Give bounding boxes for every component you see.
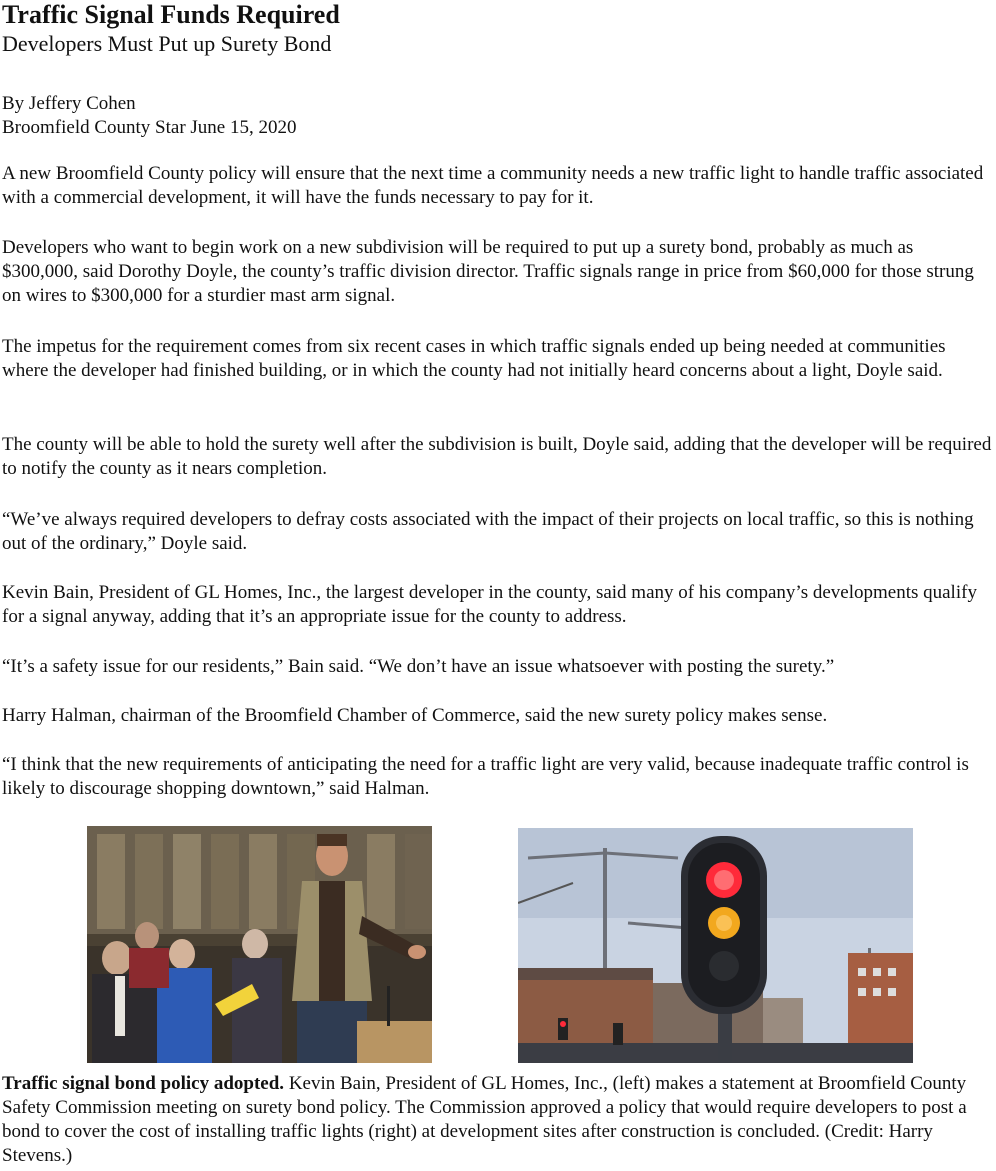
article (2, 0, 992, 799)
caption-title: Traffic signal bond policy adopted. (2, 1073, 285, 1094)
paragraph: The impetus for the requirement comes from six recent cases in which traffic signals ended up being needed at communities where the developer had finished building, or in which the county had not initially heard concerns about a light, Doyle said. (2, 336, 946, 381)
meeting-photo-illustration (87, 826, 432, 1063)
paragraph: Harry Halman, chairman of the Broomfield Chamber of Commerce, said the new surety policy makes sense. (2, 705, 828, 726)
subheadline: Developers Must Put up Surety Bond (2, 31, 332, 56)
byline-author: By Jeffery Cohen (2, 93, 136, 114)
paragraph: “It’s a safety issue for our residents,” Bain said. “We don’t have an issue whatsoever with posting the surety.” (2, 656, 835, 677)
paragraph: “I think that the new requirements of anticipating the need for a traffic light are very valid, because inadequate traffic control is likely to discourage shopping downtown,” said Halman. (2, 754, 969, 799)
byline (2, 92, 992, 140)
paragraph: A new Broomfield County policy will ensure that the next time a community needs a new traffic light to handle traffic associated with a commercial development, it will have the funds necessary to pay for it. (2, 163, 984, 208)
photo-caption (2, 1072, 996, 1168)
headline: Traffic Signal Funds Required (2, 0, 340, 29)
byline-source: Broomfield County Star June 15, 2020 (2, 117, 297, 138)
traffic-light-illustration (518, 828, 913, 1063)
paragraph: Kevin Bain, President of GL Homes, Inc., the largest developer in the county, said many of his company’s developments qualify for a signal anyway, adding that it’s an appropriate issue for the county to address. (2, 582, 977, 627)
paragraph: The county will be able to hold the surety well after the subdivision is built, Doyle said, adding that the developer will be required to notify the county as it nears completion. (2, 434, 992, 479)
traffic-light-photo (518, 828, 913, 1063)
paragraph: Developers who want to begin work on a new subdivision will be required to put up a surety bond, probably as much as $300,000, said Dorothy Doyle, the county’s traffic division director. Traffic signals range in price from $60,000 for those strung on wires to $300,000 for a sturdier mast arm signal. (2, 237, 974, 306)
paragraph: “We’ve always required developers to defray costs associated with the impact of their projects on local traffic, so this is nothing out of the ordinary,” Doyle said. (2, 509, 974, 554)
caption-text: Kevin Bain, President of GL Homes, Inc., (left) makes a statement at Broomfield County Safety Commission meeting on surety bond policy. The Commission approved a policy that would require developers to post a bond to cover the cost of installing traffic lights (right) at development sites after construction is concluded. (Credit: Harry Stevens.) (2, 1073, 967, 1166)
meeting-photo (87, 826, 432, 1063)
